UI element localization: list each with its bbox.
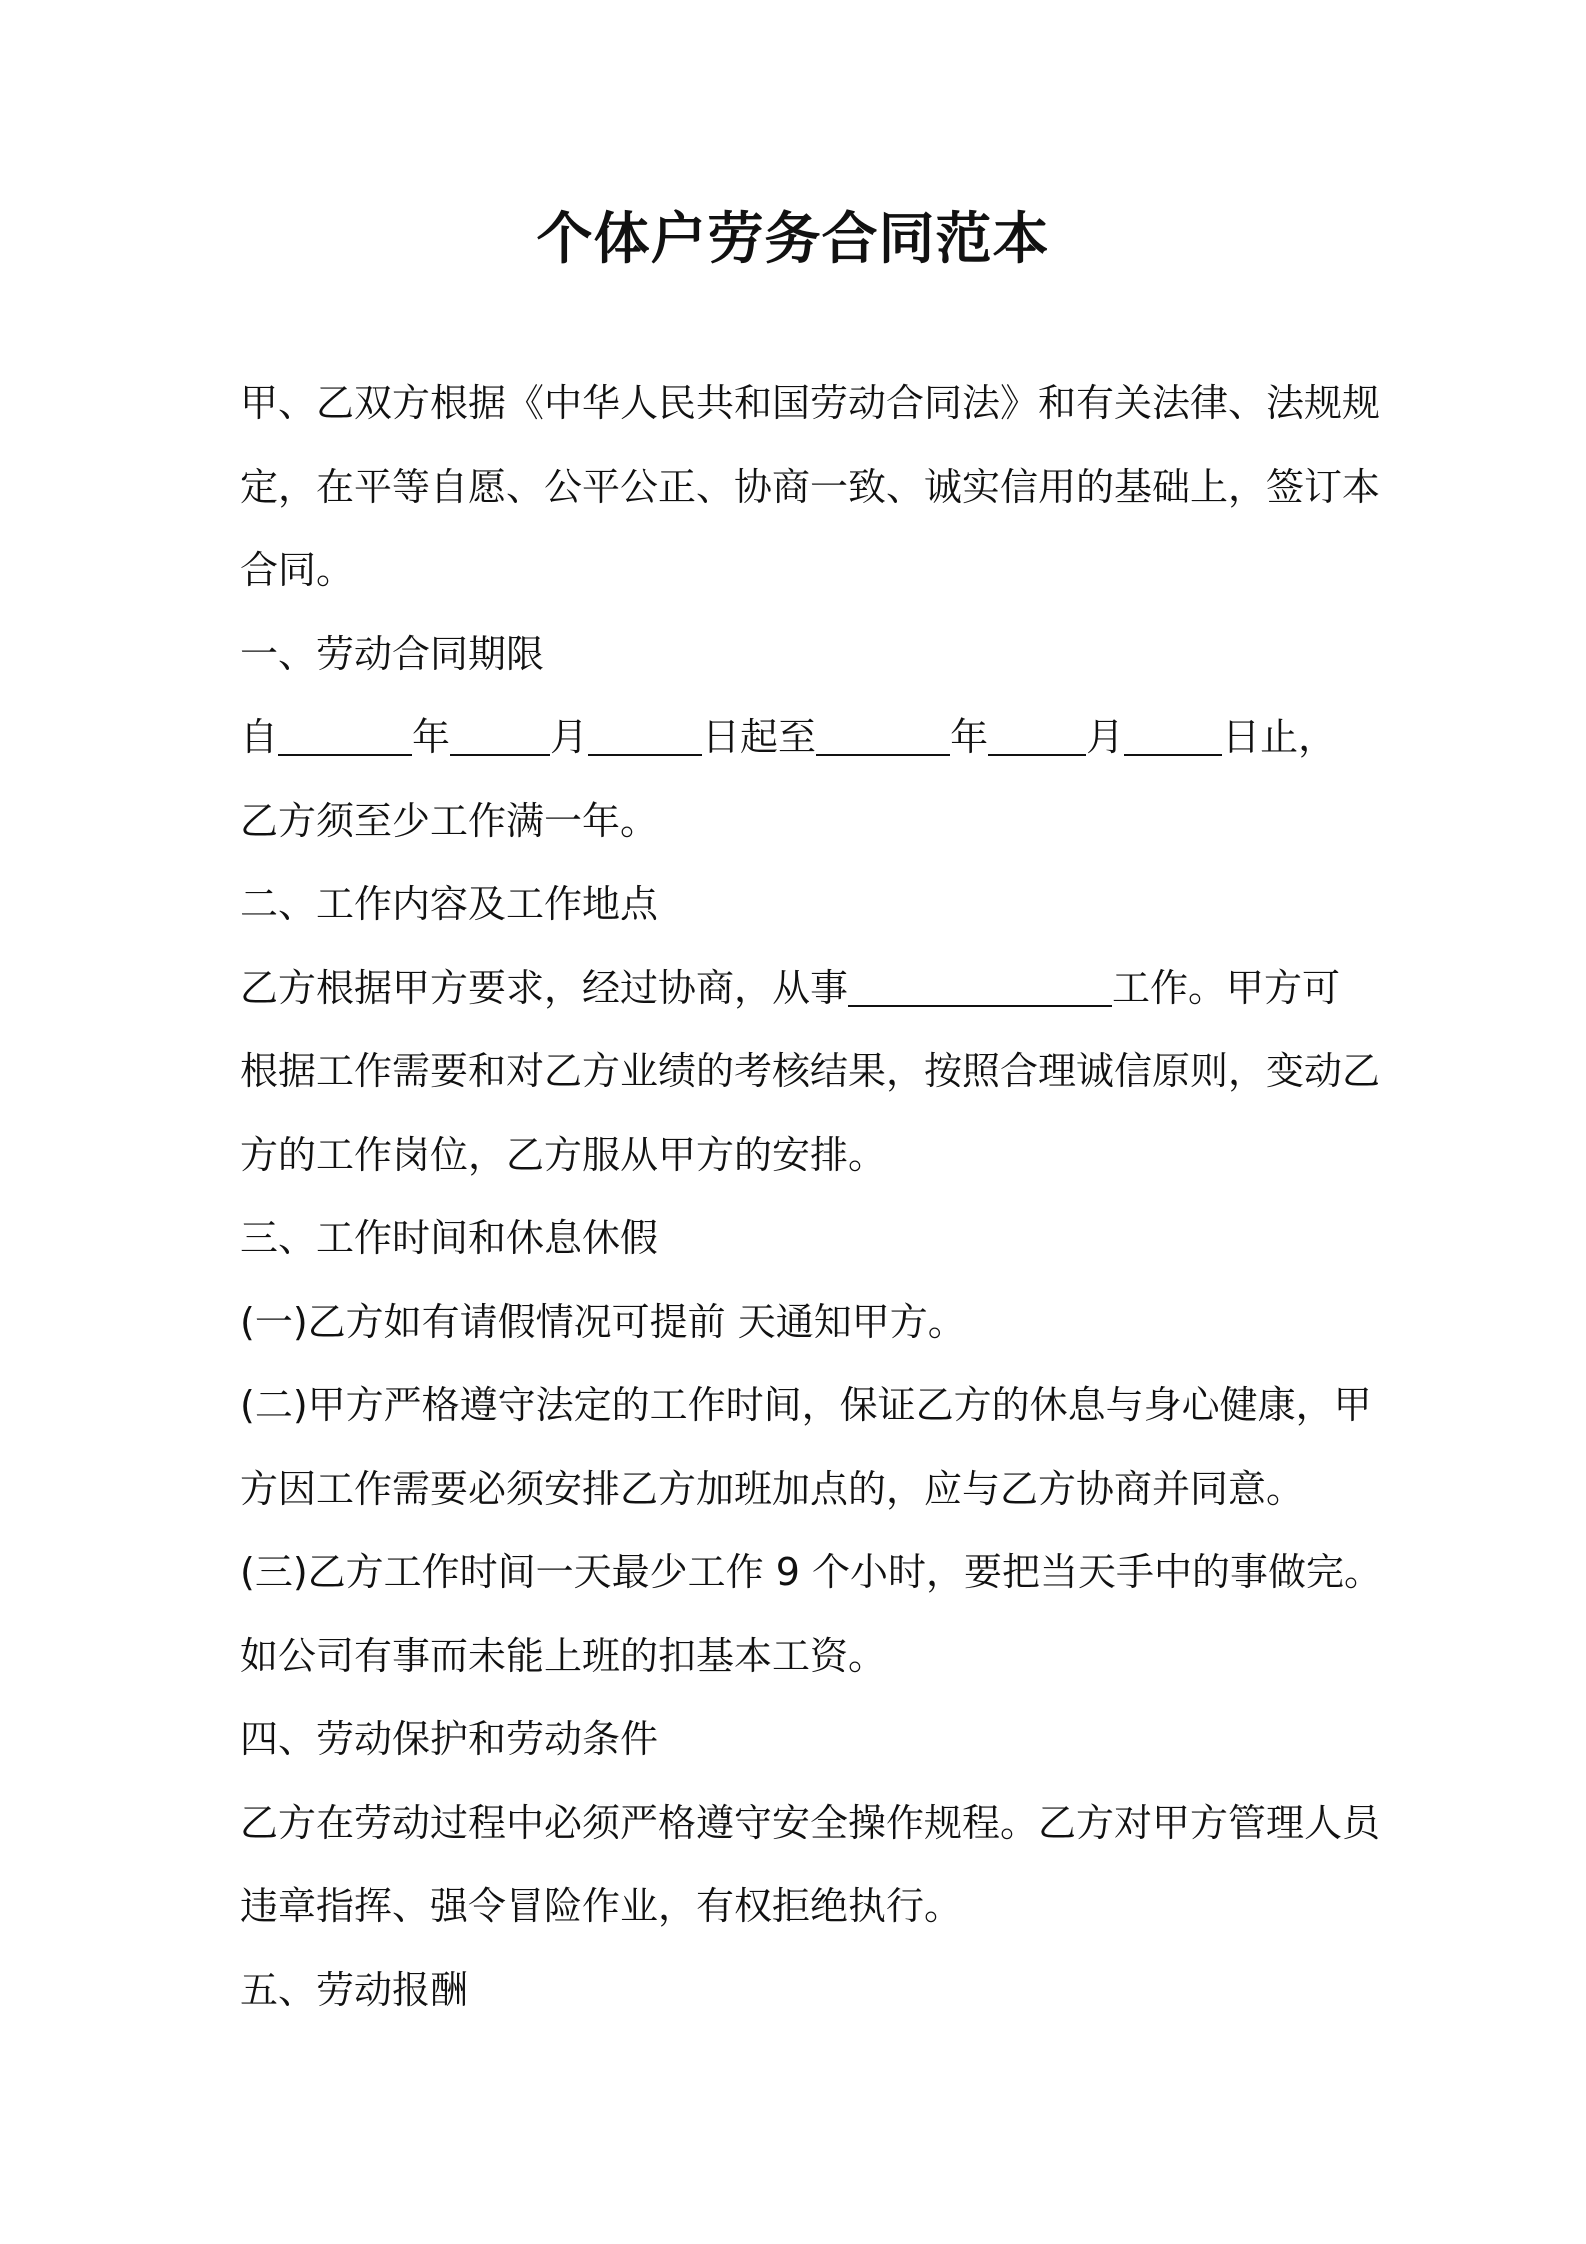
work-post: 工作。甲方可 [1112,965,1341,1010]
intro-line-3: 合同。 [240,548,355,592]
term-month-1: 月 [550,715,589,759]
term-year-1: 年 [412,715,451,759]
section-2-line-2: 根据工作需要和对乙方业绩的考核结果，按照合理诚信原则，变动乙 [240,1049,1381,1093]
blank-start-month [450,716,550,756]
term-from: 自 [240,715,279,759]
section-1-line-2: 乙方须至少工作满一年。 [240,798,659,843]
work-pre: 乙方根据甲方要求，经过协商，从事 [240,965,849,1010]
section-1-heading: 一、劳动合同期限 [240,631,545,676]
term-month-2: 月 [1086,715,1125,759]
section-3-item-1: (一)乙方如有请假情况可提前 天通知甲方。 [240,1299,966,1344]
intro-line-2: 定，在平等自愿、公平公正、协商一致、诚实信用的基础上，签订本 [240,464,1381,509]
blank-end-month [988,716,1086,756]
section-2-line-1 [240,947,1360,1031]
blank-end-day [1124,716,1222,756]
section-4-line-2: 违章指挥、强令冒险作业，有权拒绝执行。 [240,1884,963,1928]
section-2-heading: 二、工作内容及工作地点 [240,882,659,926]
section-4-heading: 四、劳动保护和劳动条件 [240,1717,659,1761]
section-2-line-3: 方的工作岗位，乙方服从甲方的安排。 [240,1132,887,1177]
document-title: 个体户劳务合同范本 [536,207,1050,272]
intro-line-1: 甲、乙双方根据《中华人民共和国劳动合同法》和有关法律、法规规 [240,381,1381,425]
section-3-item-2-line-2: 方因工作需要必须安排乙方加班加点的，应与乙方协商并同意。 [240,1466,1305,1511]
blank-end-year [816,716,950,756]
term-day-to: 日起至 [702,715,817,759]
term-year-2: 年 [950,715,989,759]
term-day-end: 日止， [1222,715,1337,759]
section-4-line-1: 乙方在劳动过程中必须严格遵守安全操作规程。乙方对甲方管理人员 [240,1800,1381,1845]
blank-start-year [278,716,412,756]
contract-term-line [240,696,1360,780]
section-5-heading: 五、劳动报酬 [240,1967,469,2012]
section-3-heading: 三、工作时间和休息休假 [240,1216,659,1260]
blank-work-content [848,967,1112,1007]
blank-start-day [588,716,702,756]
document-body [240,362,1382,2032]
section-3-item-2-line-1: (二)甲方严格遵守法定的工作时间，保证乙方的休息与身心健康，甲 [240,1383,1372,1427]
section-3-item-3-line-1: (三)乙方工作时间一天最少工作 9 个小时，要把当天手中的事做完。 [240,1550,1382,1594]
section-3-item-3-line-2: 如公司有事而未能上班的扣基本工资。 [240,1633,887,1678]
